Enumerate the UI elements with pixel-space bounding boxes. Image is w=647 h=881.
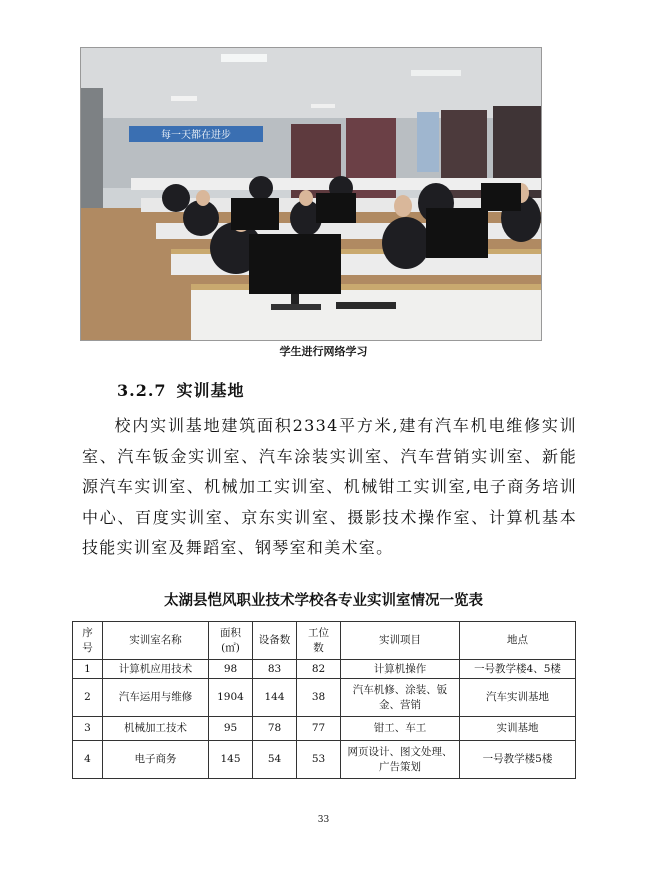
cell-equipment: 54 [253, 741, 297, 779]
table-row [73, 679, 576, 717]
paragraph-text: 校内实训基地建筑面积2334平方米,建有汽车机电维修实训室、汽车钣金实训室、汽车涂装实训室、汽车营销实训室、新能源汽车实训室、机械加工实训室、机械钳工实训室,电子商务培训中心、百度实训室、京东实训室、摄影技术操作室、计算机基本技能实训室及舞蹈室、钢琴室和美术室。 [82, 416, 577, 557]
header-project: 实训项目 [341, 622, 460, 660]
cell-seq: 2 [73, 679, 103, 717]
table-row [73, 660, 576, 679]
cell-seq: 4 [73, 741, 103, 779]
header-equipment: 设备数 [253, 622, 297, 660]
cell-stations: 53 [297, 741, 341, 779]
cell-project: 钳工、车工 [341, 717, 460, 741]
photo-caption: 学生进行网络学习 [279, 345, 368, 358]
cell-location: 一号教学楼5楼 [460, 741, 576, 779]
cell-seq: 1 [73, 660, 103, 679]
cell-area: 95 [209, 717, 253, 741]
cell-equipment: 78 [253, 717, 297, 741]
header-stations: 工位 数 [297, 622, 341, 660]
cell-stations: 77 [297, 717, 341, 741]
table-header-row [73, 622, 576, 660]
cell-name: 电子商务 [103, 741, 209, 779]
lab-table [72, 621, 576, 779]
cell-project: 计算机操作 [341, 660, 460, 679]
cell-equipment: 144 [253, 679, 297, 717]
cell-area: 98 [209, 660, 253, 679]
section-number: 3.2.7 [117, 381, 167, 400]
cell-stations: 82 [297, 660, 341, 679]
cell-location: 一号教学楼4、5楼 [460, 660, 576, 679]
cell-seq: 3 [73, 717, 103, 741]
table-title: 太湖县恺风职业技术学校各专业实训室情况一览表 [164, 593, 483, 609]
section-heading [117, 378, 245, 401]
header-location: 地点 [460, 622, 576, 660]
table-row [73, 741, 576, 779]
cell-area: 1904 [209, 679, 253, 717]
cell-equipment: 83 [253, 660, 297, 679]
table-row [73, 717, 576, 741]
cell-area: 145 [209, 741, 253, 779]
cell-project: 网页设计、图文处理、广告策划 [341, 741, 460, 779]
page-number: 33 [317, 815, 330, 825]
header-name: 实训室名称 [103, 622, 209, 660]
cell-location: 汽车实训基地 [460, 679, 576, 717]
classroom-photo [80, 47, 542, 341]
cell-location: 实训基地 [460, 717, 576, 741]
banner-text: 每一天都在进步 [161, 130, 231, 141]
section-title: 实训基地 [176, 381, 245, 400]
section-paragraph [82, 411, 577, 564]
cell-name: 汽车运用与维修 [103, 679, 209, 717]
cell-name: 机械加工技术 [103, 717, 209, 741]
cell-name: 计算机应用技术 [103, 660, 209, 679]
header-seq: 序 号 [73, 622, 103, 660]
header-area: 面积 (㎡) [209, 622, 253, 660]
cell-stations: 38 [297, 679, 341, 717]
cell-project: 汽车机修、涂装、钣金、营销 [341, 679, 460, 717]
